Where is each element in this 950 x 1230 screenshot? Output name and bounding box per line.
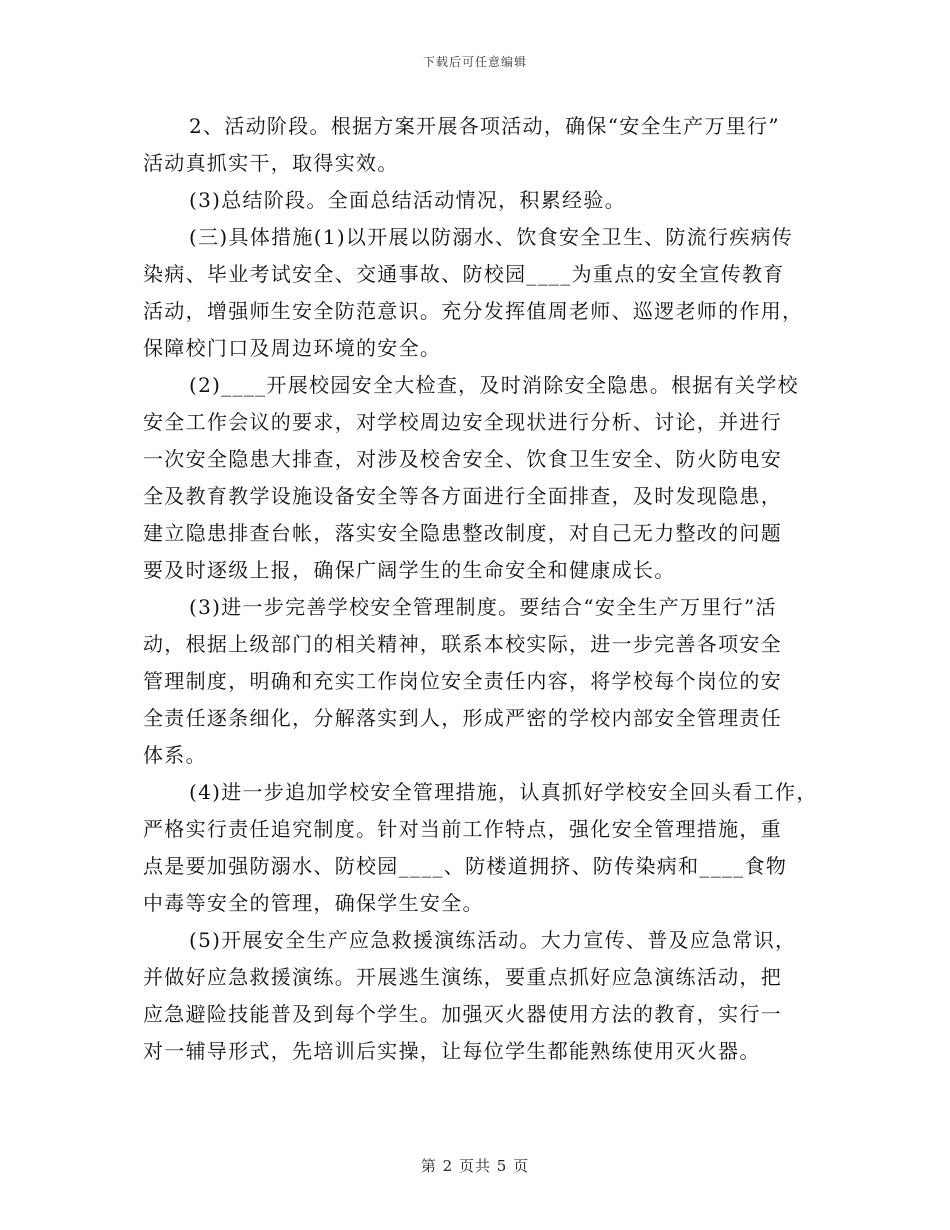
text-line: 动，根据上级部门的相关精神，联系本校实际，进一步完善各项安全 (143, 632, 782, 656)
text-line: 安全工作会议的要求，对学校周边安全现状进行分析、讨论，并进行 (143, 410, 782, 434)
text-line: 点是要加强防溺水、防校园____、防楼道拥挤、防传染病和____食物 (143, 854, 788, 878)
text-line: 管理制度，明确和充实工作岗位安全责任内容，将学校每个岗位的安 (143, 669, 782, 693)
text-line: 建立隐患排查台帐，落实安全隐患整改制度，对自己无力整改的问题 (143, 521, 782, 545)
text-line: 2、活动阶段。根据方案开展各项活动，确保“安全生产万里行” (189, 114, 780, 138)
text-line: 全及教育教学设施设备安全等各方面进行全面排查，及时发现隐患， (143, 484, 782, 508)
text-line: 严格实行责任追究制度。针对当前工作特点，强化安全管理措施，重 (143, 817, 782, 841)
text-line: 中毒等安全的管理，确保学生安全。 (143, 891, 484, 915)
text-line: 保障校门口及周边环境的安全。 (143, 336, 442, 360)
text-line: 染病、毕业考试安全、交通事故、防校园____为重点的安全宣传教育 (143, 262, 785, 286)
text-line: 并做好应急救援演练。开展逃生演练，要重点抓好应急演练活动，把 (143, 965, 782, 989)
text-line: (三)具体措施(1)以开展以防溺水、饮食安全卫生、防流行疾病传 (189, 225, 794, 249)
text-line: 全责任逐条细化，分解落实到人，形成严密的学校内部安全管理责任 (143, 706, 782, 730)
text-line: (3)总结阶段。全面总结活动情况，积累经验。 (189, 188, 626, 212)
text-line: 体系。 (143, 743, 207, 767)
text-line: (5)开展安全生产应急救援演练活动。大力宣传、普及应急常识， (189, 928, 797, 952)
text-line: 一次安全隐患大排查，对涉及校舍安全、饮食卫生安全、防火防电安 (143, 447, 782, 471)
document-body (143, 108, 823, 1070)
text-line: 活动，增强师生安全防范意识。充分发挥值周老师、巡逻老师的作用， (143, 299, 804, 323)
text-line: 活动真抓实干，取得实效。 (143, 151, 399, 175)
text-line: (3)进一步完善学校安全管理制度。要结合“安全生产万里行”活 (189, 595, 777, 619)
text-line: 对一辅导形式，先培训后实操，让每位学生都能熟练使用灭火器。 (143, 1039, 761, 1063)
text-line: (4)进一步追加学校安全管理措施，认真抓好学校安全回头看工作， (189, 780, 818, 804)
page-header-note: 下载后可任意编辑 (422, 55, 527, 69)
text-line: 要及时逐级上报，确保广阔学生的生命安全和健康成长。 (143, 558, 676, 582)
text-line: 应急避险技能普及到每个学生。加强灭火器使用方法的教育，实行一 (143, 1002, 782, 1026)
text-line: (2)____开展校园安全大检查，及时消除安全隐患。根据有关学校 (189, 373, 799, 397)
page-number-footer: 第 2 页共 5 页 (420, 1157, 530, 1175)
